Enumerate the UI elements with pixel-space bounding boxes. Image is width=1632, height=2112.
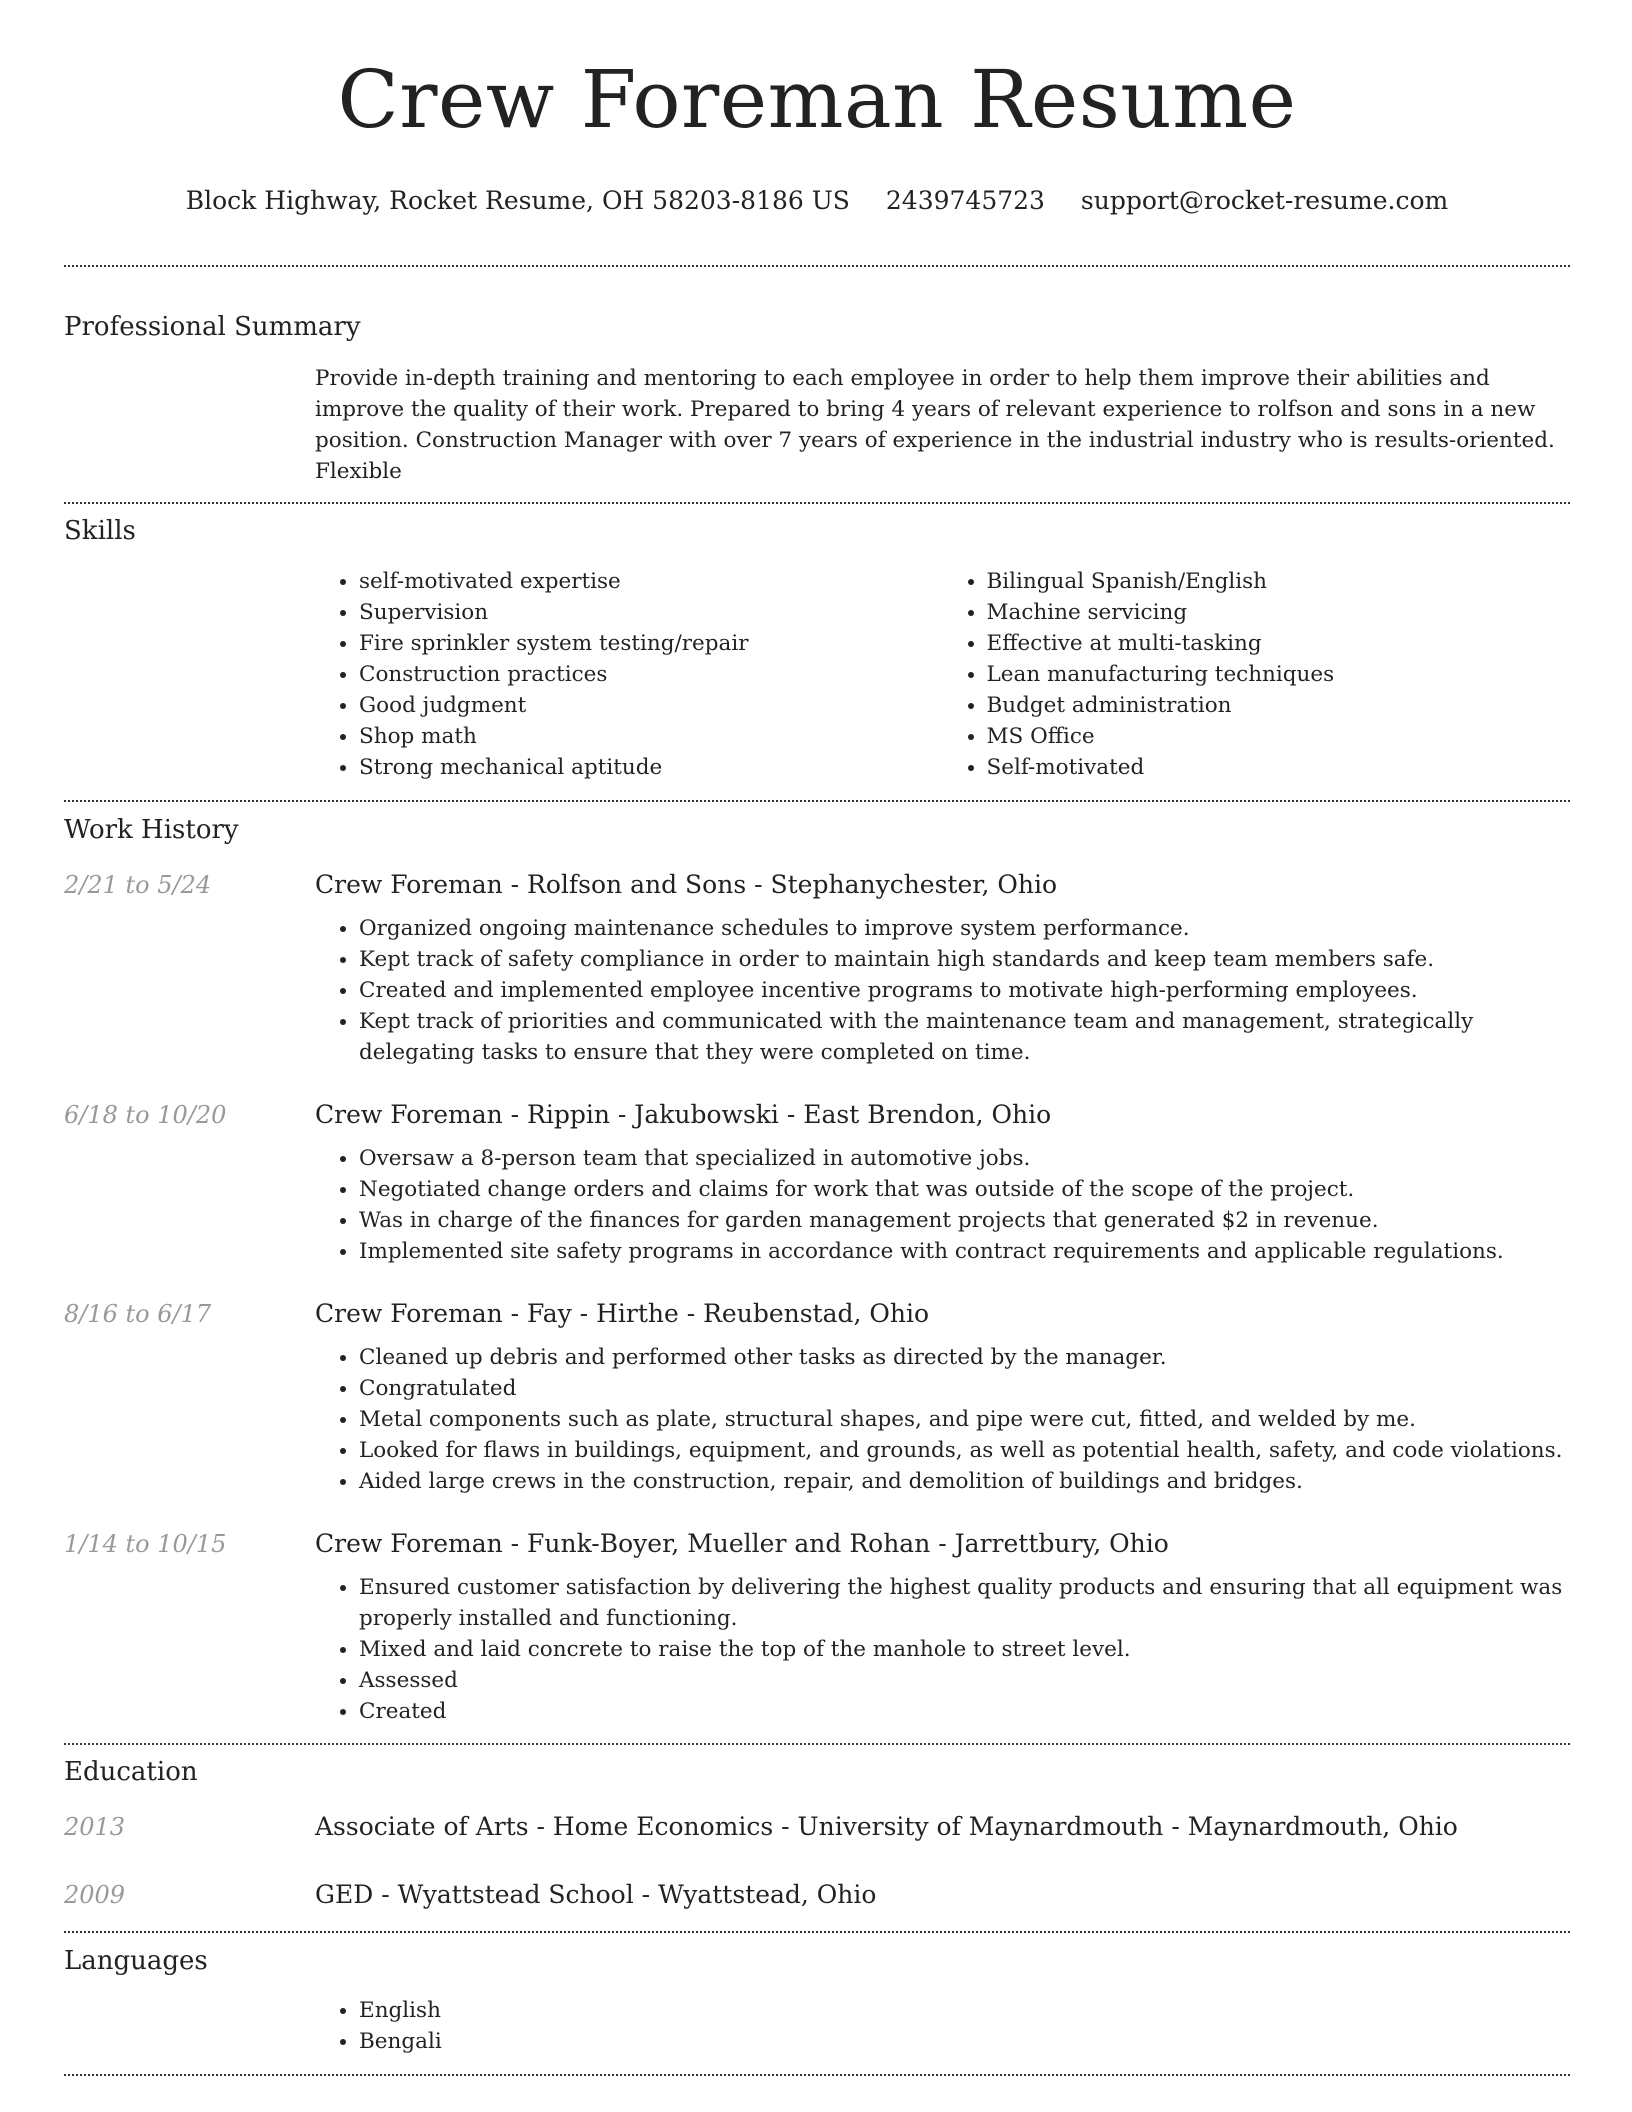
resume-page <box>64 0 1570 2076</box>
work-bullet: • Implemented site safety programs in accordance with contract requirements and applicable regulations. <box>359 1236 1570 1267</box>
work-bullet: • Negotiated change orders and claims for work that was outside of the scope of the project. <box>359 1174 1570 1205</box>
skill-item: • Shop math <box>359 721 943 752</box>
work-bullet: • Created <box>359 1696 1570 1727</box>
work-bullet: • Kept track of safety compliance in order to maintain high standards and keep team members safe. <box>359 944 1570 975</box>
language-item: • Bengali <box>359 2026 1570 2057</box>
work-entry-header <box>64 869 1570 901</box>
skill-item: • Effective at multi-tasking <box>987 628 1571 659</box>
skill-item: • Fire sprinkler system testing/repair <box>359 628 943 659</box>
skills-column-right <box>943 566 1571 783</box>
skill-item: • Supervision <box>359 597 943 628</box>
summary-text: Provide in-depth training and mentoring to each employee in order to help them improve their abilities and improve the quality of their work. Prepared to bring 4 years of relevant experience to rolfson and sons in a new position. Construction Manager with over 7 years of experience in the industrial industry who is results-oriented. Flexible <box>315 366 1555 484</box>
education-date: 2013 <box>64 1813 126 1841</box>
education-title: Associate of Arts - Home Economics - University of Maynardmouth - Maynardmouth, Ohio <box>315 1812 1458 1841</box>
work-bullets <box>315 1342 1570 1497</box>
contact-phone: 2439745723 <box>885 186 1045 215</box>
skill-item: • Good judgment <box>359 690 943 721</box>
work-entry-header <box>64 1298 1570 1330</box>
skill-item: • Construction practices <box>359 659 943 690</box>
skill-item: • Machine servicing <box>987 597 1571 628</box>
work-bullet: • Cleaned up debris and performed other tasks as directed by the manager. <box>359 1342 1570 1373</box>
skill-item: • Bilingual Spanish/English <box>987 566 1571 597</box>
skill-item: • MS Office <box>987 721 1571 752</box>
work-bullet: • Oversaw a 8-person team that specialized in automotive jobs. <box>359 1143 1570 1174</box>
work-date: 2/21 to 5/24 <box>64 871 212 899</box>
section-divider <box>64 2074 1570 2076</box>
section-divider <box>64 800 1570 802</box>
section-divider <box>64 1931 1570 1933</box>
summary-heading: Professional Summary <box>64 312 361 342</box>
languages-heading: Languages <box>64 1946 208 1976</box>
skill-item: • Self-motivated <box>987 752 1571 783</box>
work-bullet: • Metal components such as plate, structural shapes, and pipe were cut, fitted, and welded by me. <box>359 1404 1570 1435</box>
education-date: 2009 <box>64 1881 126 1909</box>
education-entry <box>64 1811 1570 1843</box>
work-date: 1/14 to 10/15 <box>64 1530 227 1558</box>
resume-title: Crew Foreman Resume <box>337 53 1297 146</box>
contact-line <box>64 186 1570 216</box>
work-date: 8/16 to 6/17 <box>64 1300 212 1328</box>
section-divider <box>64 265 1570 267</box>
work-entry <box>64 1298 1570 1497</box>
work-bullet: • Looked for flaws in buildings, equipment, and grounds, as well as potential health, safety, and code violations. <box>359 1435 1570 1466</box>
section-divider <box>64 502 1570 504</box>
skill-item: • Lean manufacturing techniques <box>987 659 1571 690</box>
work-bullet: • Created and implemented employee incentive programs to motivate high-performing employees. <box>359 975 1570 1006</box>
education-heading: Education <box>64 1757 198 1787</box>
work-entry <box>64 1099 1570 1267</box>
skills-list <box>315 566 1570 783</box>
work-title: Crew Foreman - Rippin - Jakubowski - East Brendon, Ohio <box>315 1100 1052 1129</box>
work-bullet: • Mixed and laid concrete to raise the top of the manhole to street level. <box>359 1634 1570 1665</box>
work-bullet: • Was in charge of the finances for garden management projects that generated $2 in revenue. <box>359 1205 1570 1236</box>
skills-column-left <box>315 566 943 783</box>
work-bullet: • Ensured customer satisfaction by delivering the highest quality products and ensuring that all equipment was properly installed and functioning. <box>359 1572 1570 1634</box>
work-bullets <box>315 1143 1570 1267</box>
work-title: Crew Foreman - Funk-Boyer, Mueller and Rohan - Jarrettbury, Ohio <box>315 1529 1169 1558</box>
work-title: Crew Foreman - Rolfson and Sons - Stephanychester, Ohio <box>315 870 1058 899</box>
education-entry <box>64 1879 1570 1911</box>
work-entry-header <box>64 1528 1570 1560</box>
contact-email[interactable]: support@rocket-resume.com <box>1080 186 1449 215</box>
work-bullet: • Organized ongoing maintenance schedules to improve system performance. <box>359 913 1570 944</box>
skill-item: • Budget administration <box>987 690 1571 721</box>
work-bullet: • Aided large crews in the construction, repair, and demolition of buildings and bridges. <box>359 1466 1570 1497</box>
skills-heading: Skills <box>64 516 136 546</box>
work-date: 6/18 to 10/20 <box>64 1101 227 1129</box>
work-entry-header <box>64 1099 1570 1131</box>
contact-address: Block Highway, Rocket Resume, OH 58203-8186 US <box>185 186 850 215</box>
work-bullet: • Kept track of priorities and communicated with the maintenance team and management, strategically delegating tasks to ensure that they were completed on time. <box>359 1006 1570 1068</box>
work-entry <box>64 1528 1570 1727</box>
work-heading: Work History <box>64 815 239 845</box>
work-bullets <box>315 1572 1570 1727</box>
education-title: GED - Wyattstead School - Wyattstead, Ohio <box>315 1880 877 1909</box>
skill-item: • Strong mechanical aptitude <box>359 752 943 783</box>
work-bullet: • Assessed <box>359 1665 1570 1696</box>
work-bullets <box>315 913 1570 1068</box>
section-divider <box>64 1743 1570 1745</box>
work-entry <box>64 869 1570 1068</box>
languages-list <box>315 1995 1570 2057</box>
skill-item: • self-motivated expertise <box>359 566 943 597</box>
work-bullet: • Congratulated <box>359 1373 1570 1404</box>
work-title: Crew Foreman - Fay - Hirthe - Reubenstad, Ohio <box>315 1299 930 1328</box>
language-item: • English <box>359 1995 1570 2026</box>
